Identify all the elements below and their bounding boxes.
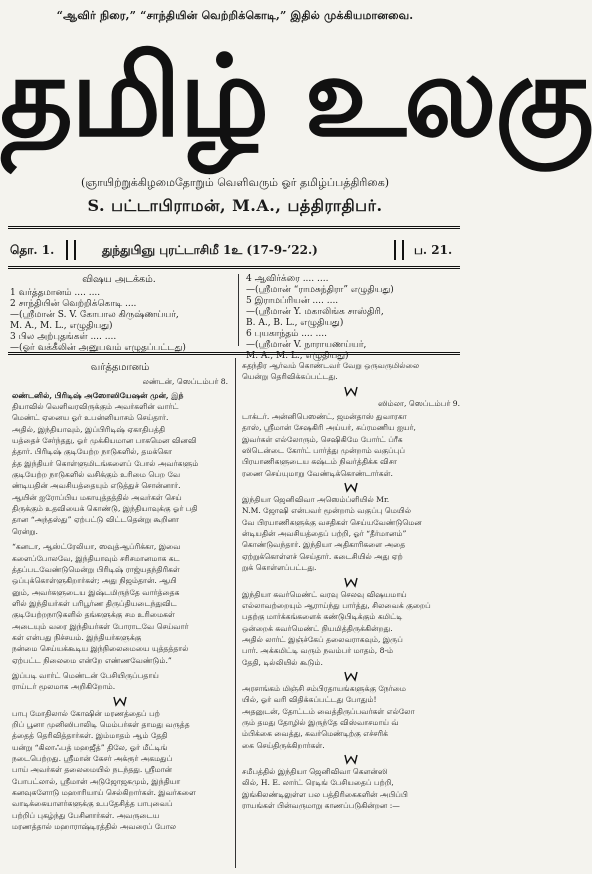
- toc-rule: [8, 352, 460, 355]
- text-line: பாய் அவர்கள் தலைமையில் நடந்தது. ஸ்ரீமான்: [12, 765, 173, 775]
- text-line: கனவுகளோடு மஹாரியாய் செல்கிறார்கள். இவர்களை: [12, 788, 196, 798]
- toc-left-column: [10, 274, 228, 354]
- section-ornament-icon: [344, 671, 358, 681]
- text-line: றிப் பூனா முனிஸிபாலிடி மெம்பர்கள் தாமது வருத்த: [12, 719, 190, 729]
- text-line: ஒன்றைக் கவர்மெண்ட் நியமித்திருக்கின்றது.: [242, 623, 393, 633]
- text-line: ரணை செய்யுமாறு வேண்டிக்கொண்டார்கள்.: [242, 468, 393, 478]
- text-line: அதில், இந்தியாவும், இப்பிரிடிஷ் ஏகாதிபத்தி: [12, 424, 166, 434]
- text-line: ஆயின் ஐரோப்பிய மகாயுத்தத்தில் அவர்கள் செய்: [12, 492, 182, 502]
- toc-title: விஷய அடக்கம்.: [82, 274, 156, 285]
- issue-date: துந்துபிஞு புரட்டாசிமீ 1உ (17-9-’22.): [102, 243, 318, 257]
- text-line: ராய்டர் மூலமாக அறிகிறோம்.: [12, 682, 116, 692]
- text-line: றுக் கொள்ளப்பட்டது.: [242, 563, 317, 573]
- text-line: பற்றிப் புகழ்ந்து பேசினார்கள். அவருடைய: [12, 810, 160, 820]
- text-line: ராயங்கள் பின்வருமாறு காணப்படுகின்றன :—: [242, 801, 400, 810]
- article-paragraph: [242, 360, 460, 383]
- text-line: த்தப்படவேண்டுமென்று பிரிடிஷ் ராஜ்யதந்திரிகள்: [12, 564, 180, 574]
- text-line: டாக்டர். அன்னிபெஸண்ட், ஜமன்தாஸ் துவாரகா: [242, 412, 407, 422]
- text-line: ளில் இந்தியர்கள் பரிபூர்ண திருப்தியடைந்துவிட: [12, 598, 177, 608]
- text-line: யென்று தெரிவிக்கப்பட்டது.: [242, 372, 338, 382]
- text-line: பிரயாணிகளுடைய கஷ்டம் நிவர்த்திக்க விசா: [242, 457, 397, 467]
- text-line: ண்டியதின் அவசியத்தையும் எடுத்துச் சொன்னார்.: [12, 481, 181, 491]
- issue-page: ப. 21.: [414, 243, 453, 257]
- right-column: [242, 360, 460, 811]
- toc-entry: —(ஸ்ரீமான் S. V. கோபால கிருஷ்ணய்யர்,: [10, 310, 179, 320]
- text-line: களைப்போலவே, இந்தியாவும் சரிசமானமாக கட: [12, 553, 180, 563]
- text-line: யில், ஓர் வரி விதிக்கப்பட்டது போதும்!: [242, 695, 377, 705]
- text-line: ஏற்பட்ட நிலைமை என்றே எண்ணவேண்டும்.”: [12, 655, 172, 665]
- toc-entry: M. A., M. L., எழுதியது): [246, 351, 349, 361]
- text-line: போபட்லால், ஸ்ரீமான் அடுஜோஜகமும், இந்தியா: [12, 776, 181, 786]
- text-line: இவர்கள் எல்லோரும், செஷிகிமே போர்ட் ப்ரீக: [242, 434, 403, 444]
- text-line: அதனுடன், தோட்டம் வைத்திருப்பவர்கள் எல்லோ: [242, 706, 415, 716]
- toc-entry: —(ஸ்ரீமான் Y. மகாலிங்க சாஸ்திரி,: [246, 307, 384, 317]
- text-line: பதற்கு மார்க்கங்களைக் கண்டுபிடிக்கும் கமிட்டி: [242, 612, 403, 622]
- text-line: இந்தியா ஜெனிவிவா அஸெம்ப்ளியில் Mr.: [242, 495, 390, 505]
- text-line: தேதி, டில்லியில் கூடும்.: [242, 657, 323, 667]
- toc-entry: —(ஸ்ரீமான் “ராமசுந்திரா” எழுதியது): [246, 285, 394, 295]
- text-line: அதில் லார்ட் இஞ்ச்கேப் தலைவராகவும், இருப்: [242, 634, 403, 644]
- text-line: எல்லாவற்றையும் ஆராய்ந்து பார்த்து, சிலவைக் குறைப்: [242, 600, 431, 610]
- toc-entry: 6 புயகாந்தம் .... ....: [246, 329, 327, 339]
- article-paragraph: [242, 589, 460, 668]
- text-line: குடியேற்ற நாடுகளில் வசிக்கும் உரிமை பெற வே: [12, 470, 181, 480]
- text-line: அரசாங்கம் மிஞ்சி சம்பிரதாயங்களுக்கு நேர்மை: [242, 683, 406, 693]
- toc-entry: 1 வர்த்தமானம் .... ....: [10, 288, 101, 298]
- text-line: இப்படி வார்ட் மெண்டன் பேசியிருப்பதாய்: [12, 670, 159, 680]
- text-line: இங்கிலண்டிலுள்ள பல பத்திரிகைகளின் அபிப்பி: [242, 789, 408, 799]
- text-line: யன்று “கிலாஃபத் மஹஜீத்” திலே, ஓர் மீட்டிங்: [12, 742, 168, 752]
- text-line: சுதந்திர ஆர்வம் கொண்டவர் வேறு ஒருவருமில்லை: [242, 361, 420, 370]
- toc-entry: 5 இராமப்ரியன் .... ....: [246, 296, 339, 306]
- text-line: லில், H. E. லார்ட் ரெடிங் பேசியதைப் பற்றி,: [242, 778, 394, 788]
- toc-divider: [238, 274, 239, 346]
- section-ornament-icon: [344, 754, 358, 764]
- article-paragraph: [242, 494, 460, 573]
- column-divider: [235, 358, 236, 868]
- text-line: கள் என்பது நிச்சயம். இந்தியர்களுக்கு: [12, 632, 142, 642]
- text-line: நன்மை செய்யக்கூடிய இந்நிலைமையை யுத்தத்தால்: [12, 644, 189, 654]
- issue-bar: [10, 238, 460, 264]
- text-line: ரும் தமது தோழில் இருந்தே விஸ்வாசமாய் வ்: [242, 717, 399, 727]
- section-ornament-icon: [113, 696, 127, 706]
- masthead-subtitle: (ஞாயிற்றுக்கிழமைதோறும் வெளிவரும் ஓர் தமிழ்ப்பத்திரிகை): [80, 176, 390, 189]
- text-line: பாபு மோதிலால் கோஷின் மரணத்தைப் பற்: [12, 708, 160, 718]
- dateline: ஸிம்லா, ஸெப்டம்பர் 9.: [378, 398, 460, 408]
- left-column: [12, 360, 228, 832]
- text-line: இந்தியா கவர்மெண்ட் வரவு செலவு விஷயமாய்: [242, 589, 407, 599]
- text-line: ரென்று.: [12, 526, 38, 536]
- header-rule-top: [8, 226, 460, 229]
- table-of-contents: [10, 274, 460, 361]
- text-line: “கனடா, ஆஸ்ட்ரேலியா, ஸவுத்ஆப்ரிக்கா, இவை: [12, 542, 181, 552]
- text-line: ஒப்புக்கொள்ளுகிறார்கள்; அது நிஜம்தான். ஆயி: [12, 576, 177, 586]
- text-line: கொண்டுவந்தார். இந்தியா அதிகாரிகளை அதை: [242, 540, 406, 550]
- article-paragraph: [12, 670, 228, 693]
- toc-entry: —(ஓர் வக்கீலின் அனுபவம் எழுதப்பட்டது): [10, 343, 186, 353]
- toc-entry: 2 சாந்தியின் வெற்றிக்கொடி ....: [10, 299, 137, 309]
- text-line: ஸிடென்டை கோர்ட் பார்த்து முன்றாம் வகுப்புப்: [242, 446, 406, 456]
- text-line: வே பிரயாணிகளுக்கு வசதிகள் செய்யவேண்டுமென: [242, 517, 422, 527]
- editor-line: S. பட்டாபிராமன், M.A., பத்திராதிபர்.: [87, 196, 383, 215]
- text-line: த்த இந்தியர் கொள்ளுமிடங்களைப் போல் அவர்களும்: [12, 458, 199, 468]
- text-line: தான “அந்தஸ்து” ஏற்பட்டு விட்டதென்று கூறினா: [12, 515, 180, 525]
- text-line: திருக்கும் உதவியைக் கொண்டு, இந்தியாவுக்கு ஓர் பதி: [12, 504, 198, 514]
- text-line: ம்பிக்கை வைத்து, கவர்மெண்டிற்கு எச்சரிக்: [242, 729, 388, 739]
- section-heading: வர்த்தமானம்: [90, 362, 150, 373]
- issue-volume: தொ. 1.: [10, 243, 55, 257]
- toc-entry: 4 ஆவிர்க்ரை .... ....: [246, 274, 329, 284]
- section-ornament-icon: [344, 482, 358, 492]
- text-line: த்தைத் தெரிவித்தார்கள். இம்மாதம் ஆம் தேதி: [12, 731, 168, 741]
- toc-entry: —(ஸ்ரீமான் V. நாராயணய்யர்,: [246, 340, 367, 350]
- text-line: மெண்ட் ஏனைய ஓர் உபன்னியாசம் செய்தார்.: [12, 413, 169, 423]
- article-paragraph: [242, 683, 460, 751]
- text-line: அடையும் வரை இந்தியர்கள் போராடவே செய்வார்: [12, 621, 189, 631]
- text-line: பார். அக்கமிட்டி வரும் நவம்பர் மாதம், 8-ம்: [242, 646, 394, 656]
- text-line: லண்டனில், பிரிடிஷ் அஸோஸியேஷன் முன், இந்: [12, 390, 184, 400]
- article-paragraph: [12, 541, 228, 666]
- toc-entry: M. A., M. L., எழுதியது): [10, 321, 113, 331]
- masthead-title: தமிழ் உலகு: [0, 32, 592, 162]
- article-paragraph: [12, 390, 228, 537]
- text-line: யத்தைச் சேர்ந்தது, ஓர் முக்கியமான பாகமென வினவி: [12, 436, 197, 446]
- text-line: நடைபெற்றது. ஸ்ரீமான் கேசர் அக்ரூர் அகமதுப்: [12, 754, 173, 763]
- toc-right-column: [246, 274, 464, 362]
- text-line: னும், அவர்களுடைய இஷ்டமிருந்தே வார்த்தைக: [12, 587, 180, 597]
- article-paragraph: [12, 708, 228, 833]
- ornament-divider-left: [66, 240, 76, 260]
- ornament-divider-right: [394, 240, 404, 260]
- masthead-tagline: “ஆவிர் நிரை,” “சாந்தியின் வெற்றிக்கொடி,” இதில் முக்கியமானவை.: [56, 9, 414, 22]
- article-paragraph: [242, 766, 460, 811]
- text-line: த்தார். பிரிடிஷ் குடியேற்ற நாடுகளில், தமக்கொ: [12, 447, 173, 457]
- text-line: மரணத்தால் மஹாராஷ்டிரத்தில் அவரைப் போல: [12, 822, 177, 832]
- text-line: ஏற்றுக்கொள்ளச் செய்தார். கடைசியில் அது ஏற்: [242, 551, 403, 561]
- toc-entry: B. A., B. L., எழுதியது): [246, 318, 344, 328]
- section-ornament-icon: [344, 577, 358, 587]
- text-line: தியாவில் வெளிவரவிருக்கும் அவர்களின் வார்ட்: [12, 402, 179, 412]
- text-line: குடியேற்றநாடுகளில் தங்களுக்கு சம உரிமைகள்: [12, 610, 175, 620]
- text-line: சமீபத்தில் இந்தியா ஜெனிவிவா கௌன்ஸி: [242, 766, 388, 776]
- text-line: கை செய்திருக்கிறார்கள்.: [242, 740, 325, 750]
- text-line: தாஸ், ஸ்ரீமான் சேஷகிரி அய்யர், சுப்ரமணிய ஐயர்,: [242, 423, 416, 433]
- text-line: N.M. ஜோஷி என்பவர் மூன்றாம் வகுப்பு மெயில்: [242, 506, 412, 516]
- section-ornament-icon: [344, 386, 358, 396]
- text-line: ன்டியதின் அவசியத்தைப் பற்றி, ஓர் “தீர்மானம்”: [242, 529, 407, 539]
- toc-entry: 3 பில அற்புதங்கள் .... ....: [10, 332, 117, 342]
- article-paragraph: [242, 411, 460, 479]
- header-rule-bottom: [8, 266, 460, 269]
- dateline: லண்டன், ஸெப்டம்பர் 8.: [142, 377, 228, 387]
- text-line: வாடிக்கையாளர்களுக்கு உபதேசித்த பாபுவைப்: [12, 799, 173, 809]
